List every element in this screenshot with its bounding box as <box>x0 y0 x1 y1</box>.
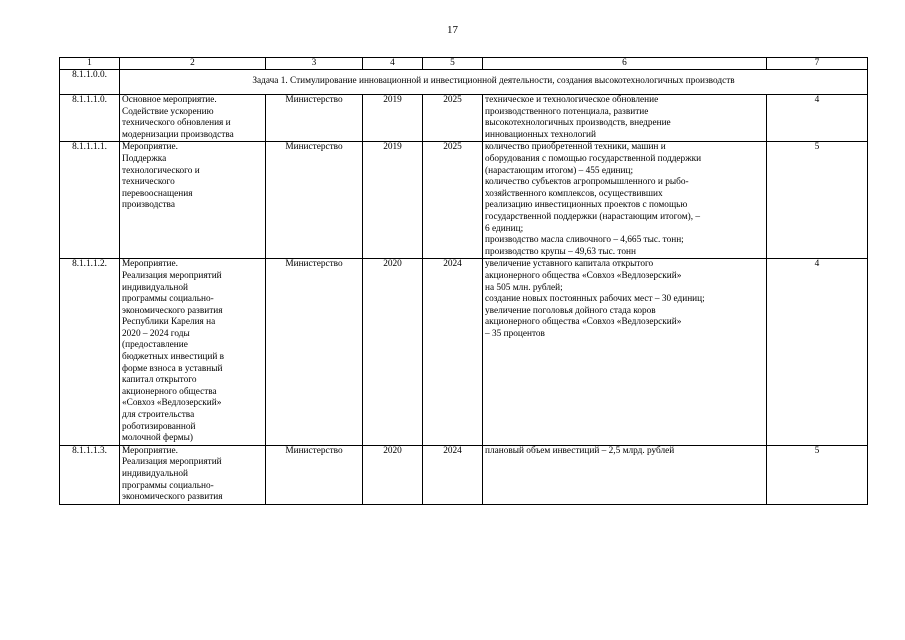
row-result-line: количество приобретенной техники, машин и <box>485 142 666 153</box>
row-name-line: индивидуальной <box>122 282 188 293</box>
table-row <box>60 259 868 446</box>
row-ref: 4 <box>767 95 868 142</box>
row-name-line: технического <box>122 177 175 188</box>
row-executor: Министерство <box>266 259 363 446</box>
row-result-line: производство масла сливочного – 4,665 тыс. тонн; <box>485 235 684 246</box>
plan-table <box>59 57 868 505</box>
row-result-line: хозяйственного комплексов, осуществивших <box>485 188 663 199</box>
row-name-line: роботизированной <box>122 421 196 432</box>
column-header: 3 <box>266 58 363 70</box>
row-name-line: технического обновления и <box>122 118 231 129</box>
row-name-line: «Совхоз «Ведлозерский» <box>122 398 222 409</box>
row-result-line: государственной поддержки (нарастающим итогом), – <box>485 211 700 222</box>
row-result-line: инновационных технологий <box>485 129 597 140</box>
column-header-row <box>60 58 868 70</box>
row-result-line: акционерного общества «Совхоз «Ведлозерский» <box>485 317 682 328</box>
row-name-line: (предоставление <box>122 340 188 351</box>
row-end-year: 2024 <box>423 445 483 504</box>
row-name-line: Реализация мероприятий <box>122 270 222 281</box>
row-name <box>120 259 266 446</box>
column-header: 7 <box>767 58 868 70</box>
table-row <box>60 445 868 504</box>
row-end-year: 2025 <box>423 95 483 142</box>
row-executor: Министерство <box>266 142 363 259</box>
row-result-line: (нарастающим итогом) – 455 единиц; <box>485 165 634 176</box>
column-header: 5 <box>423 58 483 70</box>
row-name-line: Мероприятие. <box>122 259 178 270</box>
row-name-line: перевооснащения <box>122 188 193 199</box>
row-result-line: создание новых постоянных рабочих мест – 30 единиц; <box>485 294 705 305</box>
column-header: 4 <box>363 58 423 70</box>
row-result <box>483 95 767 142</box>
row-start-year: 2019 <box>363 95 423 142</box>
column-header: 2 <box>120 58 266 70</box>
row-result-line: производственного потенциала, развитие <box>485 106 649 117</box>
row-result-line: увеличение уставного капитала открытого <box>485 259 654 270</box>
row-name-line: бюджетных инвестиций в <box>122 352 225 363</box>
row-name-line: Поддержка <box>122 153 167 164</box>
table-row <box>60 95 868 142</box>
row-name-line: Мероприятие. <box>122 445 178 456</box>
row-ref: 4 <box>767 259 868 446</box>
row-name-line: 2020 – 2024 годы <box>122 328 190 339</box>
row-result-line: реализацию инвестиционных проектов с помощью <box>485 200 688 211</box>
row-result <box>483 445 767 504</box>
row-result-line: количество субъектов агропромышленного и рыбо- <box>485 177 689 188</box>
row-name-line: индивидуальной <box>122 469 188 479</box>
task-title: Задача 1. Стимулирование инновационной и инвестиционной деятельности, создания высокотехнологичных производств <box>120 70 868 95</box>
row-name-line: Мероприятие. <box>122 142 178 153</box>
page-number: 17 <box>447 24 458 36</box>
row-name-line: производства <box>122 200 175 211</box>
row-name <box>120 445 266 504</box>
row-end-year: 2024 <box>423 259 483 446</box>
column-header: 6 <box>483 58 767 70</box>
row-name-line: программы социально- <box>122 480 214 491</box>
row-start-year: 2020 <box>363 445 423 504</box>
row-name-line: Содействие ускорению <box>122 106 214 117</box>
task-row <box>60 70 868 95</box>
row-result-line: оборудования с помощью государственной поддержки <box>485 153 702 164</box>
row-result-line: – 35 процентов <box>485 328 545 339</box>
row-result-line: производство крупы – 49,63 тыс. тонн <box>485 246 636 257</box>
row-start-year: 2020 <box>363 259 423 446</box>
row-code: 8.1.1.1.1. <box>60 142 120 259</box>
row-name-line: акционерного общества <box>122 386 217 397</box>
row-code: 8.1.1.1.3. <box>60 445 120 504</box>
row-result-line: плановый объем инвестиций – 2,5 млрд. рублей <box>485 445 675 456</box>
row-result-line: техническое и технологическое обновление <box>485 95 659 105</box>
row-name-line: Реализация мероприятий <box>122 457 222 468</box>
row-result-line: 6 единиц; <box>485 223 524 234</box>
row-name-line: капитал открытого <box>122 375 197 386</box>
row-executor: Министерство <box>266 445 363 504</box>
column-header: 1 <box>60 58 120 70</box>
row-result-line: акционерного общества «Совхоз «Ведлозерский» <box>485 270 682 281</box>
row-name-line: Республики Карелия на <box>122 317 216 328</box>
row-name-line: молочной фермы) <box>122 433 193 444</box>
row-start-year: 2019 <box>363 142 423 259</box>
row-executor: Министерство <box>266 95 363 142</box>
row-name-line: Основное мероприятие. <box>122 95 217 105</box>
row-end-year: 2025 <box>423 142 483 259</box>
row-name <box>120 95 266 142</box>
row-name-line: программы социально- <box>122 294 214 305</box>
row-name-line: технологического и <box>122 165 200 176</box>
row-ref: 5 <box>767 445 868 504</box>
task-code: 8.1.1.0.0. <box>60 70 120 95</box>
table-row <box>60 142 868 259</box>
row-result <box>483 142 767 259</box>
row-result-line: высокотехнологичных производств, внедрение <box>485 118 671 129</box>
row-ref: 5 <box>767 142 868 259</box>
row-name <box>120 142 266 259</box>
row-name-line: экономического развития <box>122 492 223 503</box>
row-name-line: для строительства <box>122 410 195 421</box>
row-result-line: увеличение поголовья дойного стада коров <box>485 305 656 316</box>
row-result <box>483 259 767 446</box>
row-name-line: экономического развития <box>122 305 223 316</box>
row-code: 8.1.1.1.0. <box>60 95 120 142</box>
row-name-line: модернизации производства <box>122 129 234 140</box>
row-code: 8.1.1.1.2. <box>60 259 120 446</box>
row-result-line: на 505 млн. рублей; <box>485 282 563 293</box>
row-name-line: форме взноса в уставный <box>122 363 223 374</box>
